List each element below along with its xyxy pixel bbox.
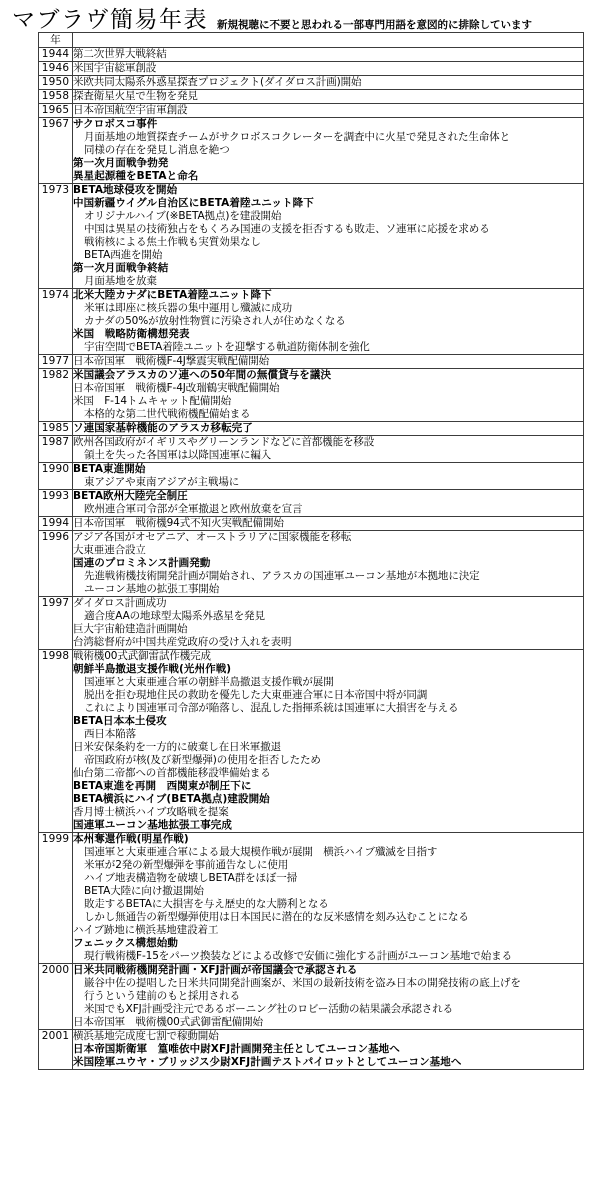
event-cell (73, 650, 584, 833)
year-cell: 1982 (39, 369, 73, 422)
event-line-detail: 米国でもXFJ計画受注元であるボーニング社のロビー活動の結果議会承認される (84, 1003, 453, 1015)
column-header-year: 年 (39, 33, 73, 48)
column-header-event (73, 33, 584, 48)
event-line-primary: 米国陸軍ユウヤ・ブリッジス少尉XFJ計画テストパイロットとしてユーコン基地へ (73, 1056, 462, 1068)
event-cell (73, 531, 584, 597)
event-cell (73, 104, 584, 118)
table-row (39, 48, 584, 62)
event-line-detail: アジア各国がオセアニア、オーストラリアに国家機能を移転 (73, 531, 352, 543)
event-line-primary: ソ連国家基幹機能のアラスカ移転完了 (73, 422, 253, 434)
event-line-detail: 行うという建前のもと採用される (84, 990, 240, 1002)
event-line-detail: 戦術核による焦土作戦も実質効果なし (84, 236, 261, 248)
event-line-detail: 日米安保条約を一方的に破棄し在日米軍撤退 (73, 741, 281, 753)
event-line-primary: 異星起源種をBETAと命名 (73, 170, 199, 182)
event-line-detail: 適合度AAの地球型太陽系外惑星を発見 (84, 610, 265, 622)
table-row (39, 517, 584, 531)
table-row (39, 76, 584, 90)
event-line-primary: 国連軍ユーコン基地拡張工事完成 (73, 819, 232, 831)
event-line-detail: これにより国連軍司令部が陥落し、混乱した指揮系統は国連軍に大損害を与える (84, 702, 459, 714)
event-line-detail: 先進戦術機技術開発計画が開始され、アラスカの国連軍ユーコン基地が本拠地に決定 (84, 570, 480, 582)
event-line-detail: 米国宇宙総軍創設 (73, 62, 157, 74)
event-line-primary: 米国 戦略防衛構想発表 (73, 328, 190, 340)
year-cell: 1973 (39, 184, 73, 289)
table-row (39, 184, 584, 289)
table-row (39, 422, 584, 436)
year-cell: 1996 (39, 531, 73, 597)
event-line-detail: 月面基地を放棄 (84, 275, 157, 287)
page-title: マブラヴ簡易年表 (12, 7, 208, 33)
event-line-detail: 米軍が2発の新型爆弾を事前通告なしに使用 (84, 859, 289, 871)
year-cell: 1958 (39, 90, 73, 104)
year-cell: 1967 (39, 118, 73, 184)
event-line-detail: しかし無通告の新型爆弾使用は日本国民に潜在的な反米感情を刻み込むことになる (84, 911, 469, 923)
year-cell: 1946 (39, 62, 73, 76)
event-line-primary: 本州奪還作戦(明星作戦) (73, 833, 189, 845)
year-cell: 1965 (39, 104, 73, 118)
event-line-detail: 米欧共同太陽系外惑星探査プロジェクト(ダイダロス計画)開始 (73, 76, 362, 88)
event-line-primary: BETA日本本土侵攻 (73, 715, 167, 727)
event-line-detail: 日本帝国軍 戦術機00式武御雷配備開始 (73, 1016, 263, 1028)
event-line-detail: 同様の存在を発見し消息を絶つ (84, 144, 230, 156)
event-line-primary: 国連のプロミネンス計画発動 (73, 557, 211, 569)
event-cell (73, 964, 584, 1030)
page-subtitle: 新規視聴に不要と思われる一部専門用語を意図的に排除しています (217, 19, 532, 31)
year-cell: 1977 (39, 355, 73, 369)
event-cell (73, 517, 584, 531)
event-cell (73, 833, 584, 964)
table-row (39, 355, 584, 369)
table-row (39, 104, 584, 118)
event-line-detail: 日本帝国軍 戦術機94式不知火実戦配備開始 (73, 517, 284, 529)
table-row (39, 289, 584, 355)
event-cell (73, 62, 584, 76)
table-header (39, 33, 584, 48)
event-line-detail: 領土を失った各国軍は以降国連軍に編入 (84, 449, 272, 461)
year-cell: 2000 (39, 964, 73, 1030)
event-line-detail: 大東亜連合設立 (73, 544, 146, 556)
table-row (39, 463, 584, 490)
year-cell: 1985 (39, 422, 73, 436)
event-line-detail: 台湾総督府が中国共産党政府の受け入れを表明 (73, 636, 292, 648)
event-line-detail: カナダの50%が放射性物質に汚染され人が住めなくなる (84, 315, 346, 327)
table-row (39, 531, 584, 597)
event-cell (73, 48, 584, 62)
event-line-primary: 第一次月面戦争勃発 (73, 157, 169, 169)
event-line-detail: BETA西進を開始 (84, 249, 163, 261)
year-cell: 1998 (39, 650, 73, 833)
table-row (39, 650, 584, 833)
year-cell: 1987 (39, 436, 73, 463)
event-cell (73, 76, 584, 90)
event-line-primary: サクロボスコ事件 (73, 118, 158, 130)
event-line-detail: ハイブ跡地に横浜基地建設着工 (73, 924, 219, 936)
table-row (39, 490, 584, 517)
event-cell (73, 436, 584, 463)
table-row (39, 964, 584, 1030)
event-line-detail: 巨大宇宙船建造計画開始 (73, 623, 188, 635)
event-line-detail: 巌谷中佐の提唱した日米共同開発計画案が、米国の最新技術を盗み日本の開発技術の底上げを (84, 977, 521, 989)
event-line-detail: 東アジアや東南アジアが主戦場に (84, 476, 240, 488)
event-cell (73, 1030, 584, 1070)
event-line-primary: 日米共同戦術機開発計画・XFJ計画が帝国議会で承認される (73, 964, 358, 976)
event-cell (73, 597, 584, 650)
event-line-detail: BETA大陸に向け撤退開始 (84, 885, 204, 897)
event-line-detail: ユーコン基地の拡張工事開始 (84, 583, 220, 595)
event-line-primary: 北米大陸カナダにBETA着陸ユニット降下 (73, 289, 272, 301)
event-line-detail: 日本帝国軍 戦術機F-4J改瑞鶴実戦配備開始 (73, 382, 280, 394)
event-line-detail: 横浜基地完成度七割で稼動開始 (73, 1030, 219, 1042)
event-line-detail: ダイダロス計画成功 (73, 597, 167, 609)
timeline-table (38, 32, 584, 1070)
table-row (39, 90, 584, 104)
event-line-primary: BETA横浜にハイブ(BETA拠点)建設開始 (73, 793, 270, 805)
year-cell: 1974 (39, 289, 73, 355)
event-line-detail: 月面基地の地質探査チームがサクロボスコクレーターを調査中に火星で発見された生命体と (84, 131, 510, 143)
event-line-primary: フェニックス構想始動 (73, 937, 178, 949)
event-line-detail: 帝国政府が核(及び新型爆弾)の使用を拒否したため (84, 754, 321, 766)
table-body (39, 48, 584, 1070)
event-line-primary: BETA地球侵攻を開始 (73, 184, 178, 196)
year-cell: 1994 (39, 517, 73, 531)
table-header-row (39, 33, 584, 48)
year-cell: 1999 (39, 833, 73, 964)
event-line-detail: 戦術機00式武御雷試作機完成 (73, 650, 211, 662)
event-line-detail: 現行戦術機F-15をパーツ換装などによる改修で安価に強化する計画がユーコン基地で始まる (84, 950, 512, 962)
year-cell: 1990 (39, 463, 73, 490)
event-line-detail: 国連軍と大東亜連合軍による最大規模作戦が展開 横浜ハイブ殲滅を目指す (84, 846, 438, 858)
event-line-detail: 第二次世界大戦終結 (73, 48, 167, 60)
event-line-detail: 香月博士横浜ハイブ攻略戦を提案 (73, 806, 229, 818)
event-line-primary: 第一次月面戦争終結 (73, 262, 169, 274)
event-line-detail: 敗走するBETAに大損害を与え歴史的な大勝利となる (84, 898, 329, 910)
event-line-primary: 日本帝国斯衛軍 篁唯依中尉XFJ計画開発主任としてユーコン基地へ (73, 1043, 400, 1055)
event-cell (73, 463, 584, 490)
table-row (39, 369, 584, 422)
event-line-detail: 欧州連合軍司令部が全軍撤退と欧州放棄を宣言 (84, 503, 303, 515)
table-row (39, 833, 584, 964)
page-header (0, 0, 600, 32)
event-line-detail: 宇宙空間でBETA着陸ユニットを迎撃する軌道防衛体制を強化 (84, 341, 370, 353)
year-cell: 1950 (39, 76, 73, 90)
event-cell (73, 289, 584, 355)
event-line-detail: 米国 F-14トムキャット配備開始 (73, 395, 231, 407)
event-line-primary: BETA東進開始 (73, 463, 146, 475)
event-cell (73, 118, 584, 184)
event-line-detail: 仙台第二帝都への首都機能移設準備始まる (73, 767, 271, 779)
event-line-detail: オリジナルハイブ(※BETA拠点)を建設開始 (84, 210, 282, 222)
event-line-detail: 日本帝国軍 戦術機F-4J撃震実戦配備開始 (73, 355, 270, 367)
event-line-detail: 欧州各国政府がイギリスやグリーンランドなどに首都機能を移設 (73, 436, 375, 448)
event-cell (73, 490, 584, 517)
event-line-primary: 米国議会アラスカのソ連への50年間の無償貸与を議決 (73, 369, 332, 381)
year-cell: 1993 (39, 490, 73, 517)
event-line-primary: BETA東進を再開 西関東が制圧下に (73, 780, 252, 792)
event-line-detail: 国連軍と大東亜連合軍の朝鮮半島撤退支援作戦が展開 (84, 676, 334, 688)
event-line-primary: BETA欧州大陸完全制圧 (73, 490, 188, 502)
table-row (39, 118, 584, 184)
event-line-detail: 脱出を拒む現地住民の救助を優先した大東亜連合軍に日本帝国中将が同調 (84, 689, 428, 701)
table-row (39, 62, 584, 76)
event-line-primary: 中国新疆ウイグル自治区にBETA着陸ユニット降下 (73, 197, 314, 209)
event-line-detail: 日本帝国航空宇宙軍創設 (73, 104, 188, 116)
event-line-detail: 西日本陥落 (84, 728, 136, 740)
event-line-detail: 米軍は即座に核兵器の集中運用し殲滅に成功 (84, 302, 292, 314)
event-line-detail: 中国は異星の技術独占をもくろみ国連の支援を拒否するも敗走、ソ連軍に応援を求める (84, 223, 490, 235)
table-row (39, 436, 584, 463)
event-line-detail: 本格的な第二世代戦術機配備始まる (84, 408, 251, 420)
year-cell: 1997 (39, 597, 73, 650)
timeline-table-wrapper (38, 32, 583, 1070)
event-line-detail: 探査衛星火星で生物を発見 (73, 90, 198, 102)
event-cell (73, 355, 584, 369)
event-cell (73, 184, 584, 289)
event-cell (73, 369, 584, 422)
table-row (39, 1030, 584, 1070)
table-row (39, 597, 584, 650)
year-cell: 1944 (39, 48, 73, 62)
year-cell: 2001 (39, 1030, 73, 1070)
event-line-detail: ハイブ地表構造物を破壊しBETA群をほぼ一掃 (84, 872, 298, 884)
event-cell (73, 90, 584, 104)
event-cell (73, 422, 584, 436)
event-line-primary: 朝鮮半島撤退支援作戦(光州作戦) (73, 663, 232, 675)
